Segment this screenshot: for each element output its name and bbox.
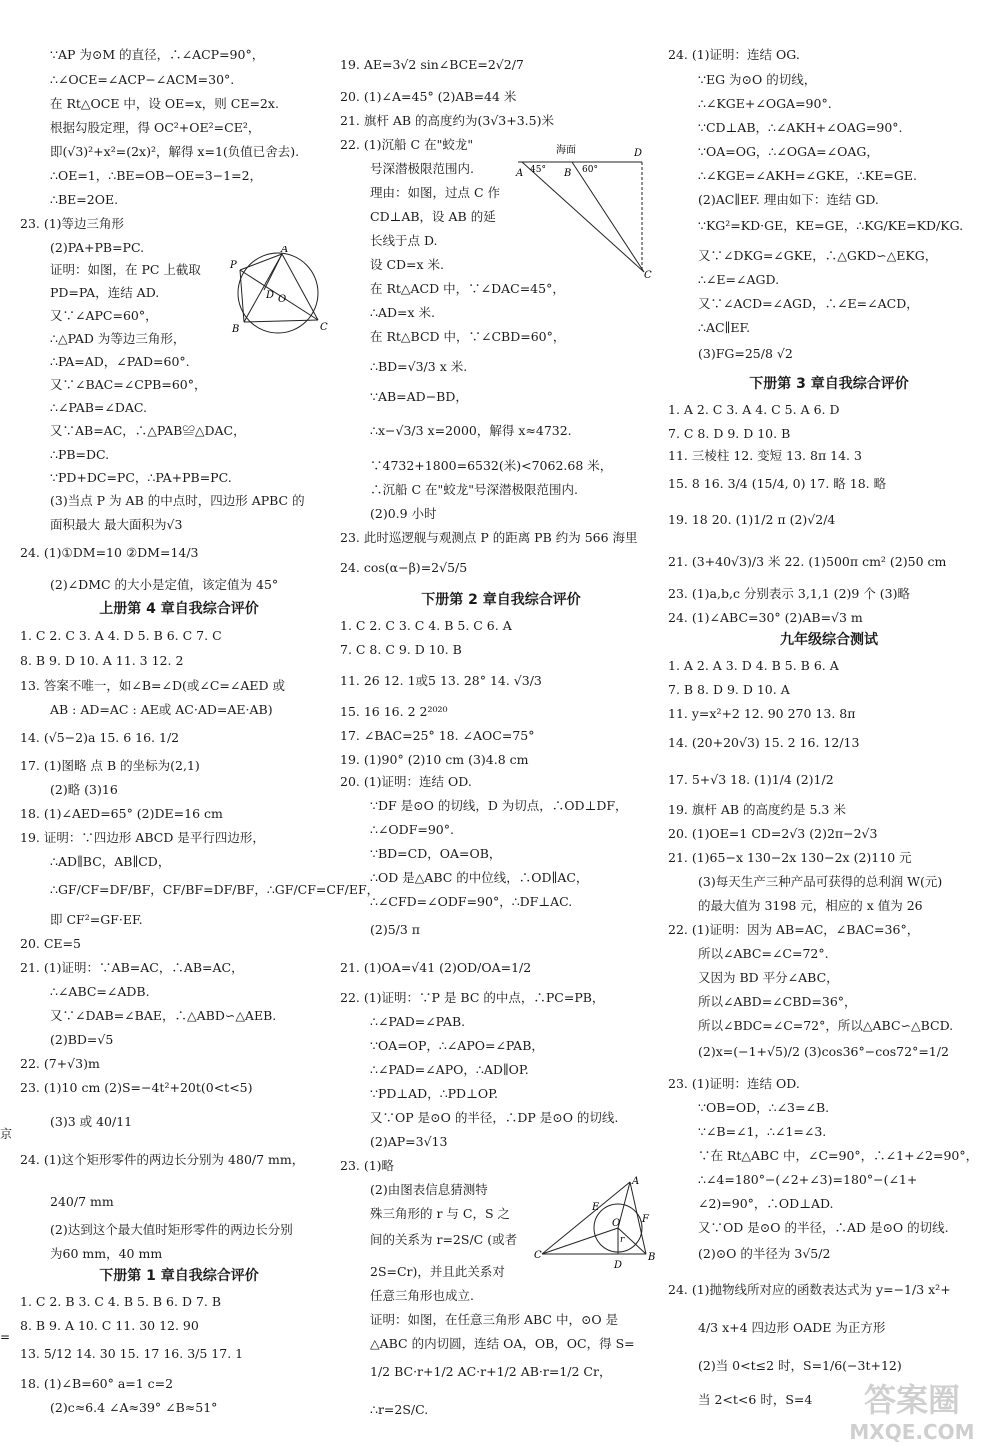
shipwreck-figure — [514, 140, 664, 280]
answer-line: 为60 mm，40 mm — [50, 1246, 163, 1261]
answer-line: 7. B 8. D 9. D 10. A — [668, 682, 790, 697]
answer-line: ∵KG²=KD·GE，KE=GE，∴KG/KE=KD/KG. — [698, 218, 964, 233]
answer-line: 11. y=x²+2 12. 90 270 13. 8π — [668, 706, 856, 721]
answer-line: 24. (1)这个矩形零件的两边长分别为 480/7 mm， — [20, 1152, 305, 1167]
answer-line: (3)当点 P 为 AB 的中点时，四边形 APBC 的 — [50, 493, 305, 508]
answer-line: (3)FG=25/8 √2 — [698, 346, 793, 361]
answer-line: PD=PA，连结 AD. — [50, 285, 160, 300]
answer-line: ∴∠KGE=∠AKH=∠GKE，∴KE=GE. — [698, 168, 917, 183]
answer-line: 20. (1)OE=1 CD=2√3 (2)2π−2√3 — [668, 826, 878, 841]
fig3-label-r: r — [620, 1235, 625, 1245]
answer-line: ∴r=2S/C. — [370, 1402, 429, 1417]
answer-line: ∵DF 是⊙O 的切线，D 为切点，∴OD⊥DF， — [370, 798, 628, 813]
answer-line: 23. (1)a,b,c 分别表示 3,1,1 (2)9 个 (3)略 — [668, 586, 910, 601]
section-heading: 下册第 2 章自我综合评价 — [421, 592, 581, 608]
answer-line: ∴BD=√3/3 x 米. — [370, 359, 468, 374]
answer-line: 4/3 x+4 四边形 OADE 为正方形 — [698, 1320, 886, 1335]
answer-line: 殊三角形的 r 与 C，S 之 — [370, 1206, 510, 1221]
answer-line: ∴∠OCE=∠ACP−∠ACM=30°. — [50, 72, 235, 87]
answer-line: ∵BD=CD，OA=OB， — [370, 846, 502, 861]
answer-line: 根据勾股定理，得 OC²+OE²=CE²， — [50, 120, 261, 135]
answer-line: ∴PB=DC. — [50, 447, 110, 462]
answer-line: ∴AC∥EF. — [698, 320, 751, 335]
answer-line: 所以∠ABD=∠CBD=36°， — [698, 994, 857, 1009]
answer-line: 23. (1)等边三角形 — [20, 216, 125, 231]
answer-line: ∴OD 是△ABC 的中位线，∴OD∥AC， — [370, 870, 589, 885]
answer-line: 在 Rt△BCD 中，∵∠CBD=60°， — [370, 329, 566, 344]
answer-line: ∴AD=x 米. — [370, 305, 435, 320]
answer-line: (2)PA+PB=PC. — [50, 240, 145, 255]
answer-line: 20. CE=5 — [20, 936, 81, 951]
answer-line: 又∵OD 是⊙O 的半径，∴AD 是⊙O 的切线. — [698, 1220, 949, 1235]
answer-line: 19. 证明：∵四边形 ABCD 是平行四边形， — [20, 830, 265, 845]
incircle-triangle-figure — [534, 1176, 662, 1272]
circle-triangle-figure — [226, 246, 336, 338]
answer-line: 23. (1)证明：连结 OD. — [668, 1076, 800, 1091]
section-heading: 九年级综合测试 — [780, 632, 878, 648]
answer-line: (2)⊙O 的半径为 3√5/2 — [698, 1246, 831, 1261]
answer-line: 设 CD=x 米. — [370, 257, 445, 272]
answer-line: (2)BD=√5 — [50, 1032, 114, 1047]
answer-line: ∴△PAD 为等边三角形， — [50, 331, 186, 346]
answer-line: 22. (1)证明：因为 AB=AC，∠BAC=36°， — [668, 922, 920, 937]
edge-character-1: 京 — [0, 1127, 13, 1141]
answer-line: 面积最大 最大面积为√3 — [50, 517, 183, 532]
fig2-label-60: 60° — [582, 165, 598, 175]
fig3-label-d: D — [614, 1260, 623, 1271]
fig3-label-b: B — [648, 1252, 656, 1263]
answer-line: 18. (1)∠AED=65° (2)DE=16 cm — [20, 806, 223, 821]
fig2-label-d: D — [634, 148, 643, 159]
fig1-label-b: B — [232, 324, 240, 335]
answer-line: 任意三角形也成立. — [370, 1288, 474, 1303]
answer-line: 21. (1)OA=√41 (2)OD/OA=1/2 — [340, 960, 532, 975]
fig1-label-c: C — [320, 322, 328, 333]
answer-line: 2S=Cr)，并且此关系对 — [370, 1264, 505, 1279]
answer-line: ∵AP 为⊙M 的直径，∴∠ACP=90°， — [50, 47, 265, 62]
answer-line: 15. 16 16. 2 2²⁰²⁰ — [340, 704, 448, 719]
answer-line: 23. (1)略 — [340, 1158, 395, 1173]
answer-line: ∵OA=OP，∴∠APO=∠PAB， — [370, 1038, 544, 1053]
answer-line: ∴AD∥BC，AB∥CD， — [50, 854, 171, 869]
answer-line: (3)3 或 40/11 — [50, 1114, 133, 1129]
section-heading: 下册第 3 章自我综合评价 — [749, 376, 909, 392]
fig2-label-c: C — [644, 270, 652, 280]
answer-line: (2)∠DMC 的大小是定值，该定值为 45° — [50, 577, 279, 592]
fig1-label-o: O — [278, 294, 287, 305]
answer-line: 24. cos(α−β)=2√5/5 — [340, 560, 468, 575]
answer-line: 又∵∠BAC=∠CPB=60°， — [50, 377, 207, 392]
section-heading: 下册第 1 章自我综合评价 — [99, 1268, 259, 1284]
answer-line: (2)0.9 小时 — [370, 506, 437, 521]
answer-line: 1. A 2. C 3. A 4. C 5. A 6. D — [668, 402, 840, 417]
answer-line: ∵PD⊥AD，∴PD⊥OP. — [370, 1086, 498, 1101]
fig2-label-b: B — [564, 168, 572, 179]
watermark-logo — [832, 1375, 992, 1445]
answer-line: 1. A 2. A 3. D 4. B 5. B 6. A — [668, 658, 839, 673]
answer-line: 1/2 BC·r+1/2 AC·r+1/2 AB·r=1/2 Cr， — [370, 1364, 612, 1379]
answer-line: 21. (3+40√3)/3 米 22. (1)500π cm² (2)50 cm — [668, 554, 947, 569]
answer-line: 又∵∠DKG=∠GKE，∴△GKD∽△EKG， — [698, 248, 938, 263]
answer-line: (2)当 0<t≤2 时，S=1/6(−3t+12) — [698, 1358, 902, 1373]
answer-line: (2)AP=3√13 — [370, 1134, 448, 1149]
answer-line: (2)达到这个最大值时矩形零件的两边长分别 — [50, 1222, 293, 1237]
answer-line: ∵4732+1800=6532(米)<7062.68 米， — [370, 458, 613, 473]
fig2-label-a: A — [516, 168, 524, 179]
answer-line: 即 CF²=GF·EF. — [50, 912, 143, 927]
answer-line: (2)AC∥EF. 理由如下：连结 GD. — [698, 192, 879, 207]
answer-line: 证明：如图，在 PC 上截取 — [50, 262, 201, 277]
answer-line: ∴∠KGE+∠OGA=90°. — [698, 96, 832, 111]
answer-line: 14. (20+20√3) 15. 2 16. 12/13 — [668, 735, 860, 750]
answer-line: 21. (1)65−x 130−2x 130−2x (2)110 元 — [668, 850, 912, 865]
answer-line: 7. C 8. D 9. D 10. B — [668, 426, 791, 441]
answer-line: ∵在 Rt△ABC 中，∠C=90°，∴∠1+∠2=90°， — [698, 1148, 979, 1163]
answer-line: ∴BE=2OE. — [50, 192, 119, 207]
answer-line: 8. B 9. D 10. A 11. 3 12. 2 — [20, 653, 184, 668]
answer-line: 22. (1)证明：∵P 是 BC 的中点，∴PC=PB， — [340, 990, 605, 1005]
answer-line: 在 Rt△ACD 中，∵∠DAC=45°， — [370, 281, 565, 296]
answer-line: 13. 答案不唯一，如∠B=∠D(或∠C=∠AED 或 — [20, 678, 285, 693]
answer-line: 11. 26 12. 1或5 13. 28° 14. √3/3 — [340, 673, 542, 688]
answer-line: ∵EG 为⊙O 的切线， — [698, 72, 817, 87]
answer-line: 1. C 2. C 3. C 4. B 5. C 6. A — [340, 618, 512, 633]
answer-line: (2)略 (3)16 — [50, 782, 118, 797]
answer-line: ∴∠ABC=∠ADB. — [50, 984, 150, 999]
answer-line: 1. C 2. B 3. C 4. B 5. B 6. D 7. B — [20, 1294, 222, 1309]
answer-line: 8. B 9. A 10. C 11. 30 12. 90 — [20, 1318, 199, 1333]
answer-line: 22. (7+√3)m — [20, 1056, 100, 1071]
answer-line: ∴沉船 C 在"蛟龙"号深潜极限范围内. — [370, 482, 578, 497]
answer-line: 19. AE=3√2 sin∠BCE=2√2/7 — [340, 57, 524, 72]
fig1-label-p: P — [230, 260, 237, 271]
answer-line: 所以∠BDC=∠C=72°，所以△ABC∽△BCD. — [698, 1018, 954, 1033]
answer-line: 11. 三棱柱 12. 变短 13. 8π 14. 3 — [668, 448, 862, 463]
answer-line: ∠2)=90°，∴OD⊥AD. — [698, 1196, 834, 1211]
answer-line: 24. (1)抛物线所对应的函数表达式为 y=−1/3 x²+ — [668, 1282, 951, 1297]
watermark-top-text: 答案圈 — [863, 1381, 961, 1419]
fig3-label-f: F — [642, 1214, 649, 1225]
answer-line: CD⊥AB，设 AB 的延 — [370, 209, 496, 224]
answer-line: 即(√3)²+x²=(2x)²，解得 x=1(负值已舍去). — [50, 144, 300, 159]
watermark-bottom-text: MXQE.COM — [849, 1420, 975, 1444]
fig2-label-sea: 海面 — [556, 145, 576, 156]
edge-character-2: = — [0, 1330, 11, 1344]
answer-line: 23. 此时巡逻舰与观测点 P 的距离 PB 约为 566 海里 — [340, 530, 638, 545]
answer-line: 的最大值为 3198 元，相应的 x 值为 26 — [698, 898, 923, 913]
answer-line: 23. (1)10 cm (2)S=−4t²+20t(0<t<5) — [20, 1080, 253, 1095]
answer-line: 1. C 2. C 3. A 4. D 5. B 6. C 7. C — [20, 628, 222, 643]
answer-line: ∴PA=AD，∠PAD=60°. — [50, 354, 190, 369]
answer-line: ∵PD+DC=PC，∴PA+PB=PC. — [50, 470, 232, 485]
answer-line: ∴∠E=∠AGD. — [698, 272, 780, 287]
answer-line: 19. 18 20. (1)1/2 π (2)√2/4 — [668, 512, 836, 527]
answer-line: 间的关系为 r=2S/C (或者 — [370, 1232, 518, 1247]
answer-line: 又∵∠APC=60°， — [50, 308, 158, 323]
answer-line: 14. (√5−2)a 15. 6 16. 1/2 — [20, 730, 180, 745]
answer-line: 21. 旗杆 AB 的高度约为(3√3+3.5)米 — [340, 113, 554, 128]
answer-line: 长线于点 D. — [370, 233, 438, 248]
answer-line: ∴x−√3/3 x=2000，解得 x≈4732. — [370, 423, 572, 438]
answer-line: ∴∠4=180°−(∠2+∠3)=180°−(∠1+ — [698, 1172, 918, 1187]
answer-line: 19. (1)90° (2)10 cm (3)4.8 cm — [340, 752, 529, 767]
answer-line: ∴∠PAB=∠DAC. — [50, 400, 147, 415]
answer-line: (2)c≈6.4 ∠A≈39° ∠B≈51° — [50, 1400, 218, 1415]
answer-line: ∵∠B=∠1，∴∠1=∠3. — [698, 1124, 827, 1139]
fig3-label-a: A — [632, 1176, 640, 1187]
fig3-label-o: O — [612, 1218, 621, 1229]
fig1-label-a: A — [281, 246, 289, 255]
answer-line: AB : AD=AC : AE或 AC·AD=AE·AB) — [50, 702, 273, 717]
answer-line: (2)5/3 π — [370, 922, 421, 937]
answer-line: ∵CD⊥AB，∴∠AKH+∠OAG=90°. — [698, 120, 903, 135]
answer-line: ∴GF/CF=DF/BF，CF/BF=DF/BF，∴GF/CF=CF/EF， — [50, 882, 380, 897]
answer-line: 19. 旗杆 AB 的高度约是 5.3 米 — [668, 802, 846, 817]
fig1-label-d: D — [266, 290, 275, 301]
answer-line: 在 Rt△OCE 中，设 OE=x，则 CE=2x. — [50, 96, 279, 111]
answer-line: 20. (1)证明：连结 OD. — [340, 774, 472, 789]
answer-line: 理由：如图，过点 C 作 — [370, 185, 501, 200]
answer-line: 24. (1)∠ABC=30° (2)AB=√3 m — [668, 610, 863, 625]
fig2-label-45: 45° — [530, 165, 546, 175]
answer-line: (3)每天生产三种产品可获得的总利润 W(元) — [698, 874, 943, 889]
answer-line: ∴∠PAD=∠PAB. — [370, 1014, 466, 1029]
answer-line: 18. (1)∠B=60° a=1 c=2 — [20, 1376, 174, 1391]
answer-line: 又∵∠DAB=∠BAE，∴△ABD∽△AEB. — [50, 1008, 277, 1023]
answer-line: (2)x=(−1+√5)/2 (3)cos36°−cos72°=1/2 — [698, 1044, 949, 1059]
answer-line: 又因为 BD 平分∠ABC， — [698, 970, 839, 985]
answer-line: ∴∠PAD=∠APO，∴AD∥OP. — [370, 1062, 529, 1077]
answer-line: 17. ∠BAC=25° 18. ∠AOC=75° — [340, 728, 535, 743]
answer-line: 证明：如图，在任意三角形 ABC 中，⊙O 是 — [370, 1312, 619, 1327]
answer-line: 21. (1)证明：∵AB=AC，∴AB=AC， — [20, 960, 244, 975]
section-heading: 上册第 4 章自我综合评价 — [99, 601, 259, 617]
answer-line: 又∵∠ACD=∠AGD，∴∠E=∠ACD， — [698, 296, 919, 311]
answer-line: ∴∠CFD=∠ODF=90°，∴DF⊥AC. — [370, 894, 573, 909]
answer-line: 又∵AB=AC，∴△PAB≌△DAC， — [50, 423, 246, 438]
fig3-label-e: E — [592, 1202, 600, 1213]
answer-line: ∵OB=OD，∴∠3=∠B. — [698, 1100, 830, 1115]
answer-line: 22. (1)沉船 C 在"蛟龙" — [340, 137, 474, 152]
answer-line: 当 2<t<6 时，S=4 — [698, 1392, 813, 1407]
answer-line: ∵OA=OG，∴∠OGA=∠OAG， — [698, 144, 879, 159]
answer-line: ∴OE=1，∴BE=OB−OE=3−1=2， — [50, 168, 263, 183]
answer-line: 24. (1)证明：连结 OG. — [668, 47, 800, 62]
answer-line: 所以∠ABC=∠C=72°. — [698, 946, 829, 961]
answer-line: ∵AB=AD−BD， — [370, 389, 468, 404]
answer-line: ∴∠ODF=90°. — [370, 822, 454, 837]
answer-line: 17. (1)图略 点 B 的坐标为(2,1) — [20, 758, 200, 773]
answer-line: 号深潜极限范围内. — [370, 161, 474, 176]
fig3-label-c: C — [534, 1250, 542, 1261]
answer-line: 13. 5/12 14. 30 15. 17 16. 3/5 17. 1 — [20, 1346, 244, 1361]
answer-line: 240/7 mm — [50, 1194, 114, 1209]
answer-line: △ABC 的内切圆，连结 OA，OB，OC，得 S= — [370, 1336, 635, 1351]
answer-line: 20. (1)∠A=45° (2)AB=44 米 — [340, 89, 517, 104]
answer-line: 15. 8 16. 3/4 (15/4, 0) 17. 略 18. 略 — [668, 476, 887, 491]
answer-line: 24. (1)①DM=10 ②DM=14/3 — [20, 545, 199, 560]
answer-line: (2)由图表信息猜测特 — [370, 1182, 488, 1197]
answer-line: 又∵OP 是⊙O 的半径，∴DP 是⊙O 的切线. — [370, 1110, 619, 1125]
answer-line: 17. 5+√3 18. (1)1/4 (2)1/2 — [668, 772, 834, 787]
answer-line: 7. C 8. C 9. D 10. B — [340, 642, 462, 657]
